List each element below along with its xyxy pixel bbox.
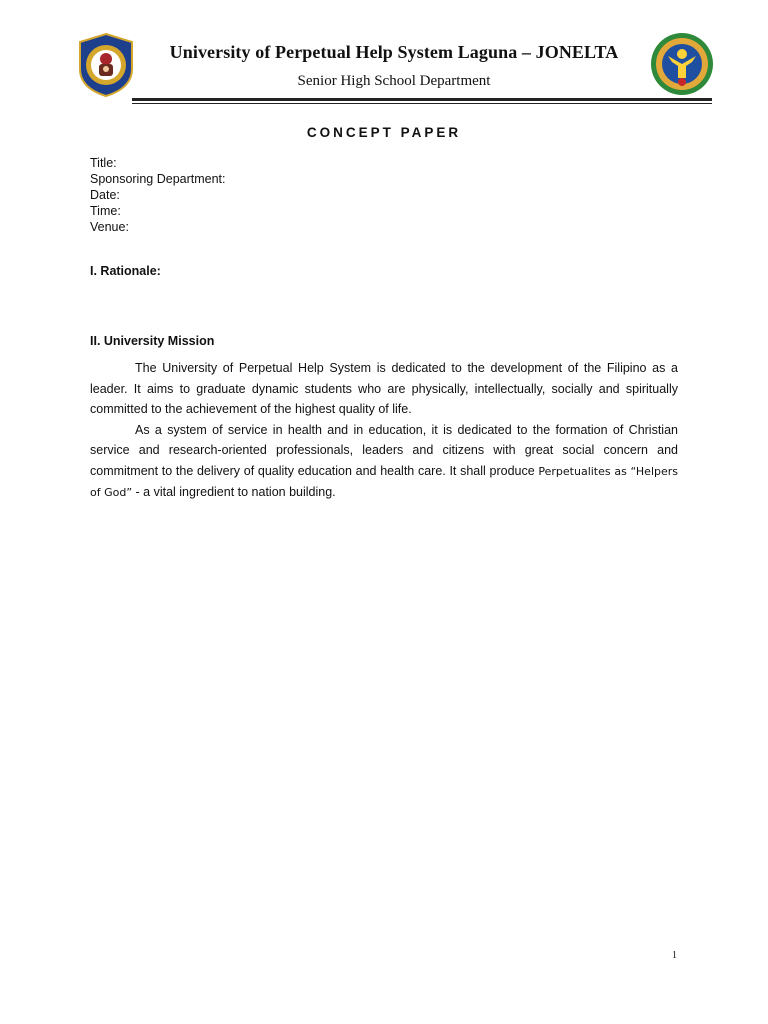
header-rule-thin <box>132 103 712 104</box>
section-mission-heading: II. University Mission <box>90 334 215 348</box>
header-rule-thick <box>132 98 712 101</box>
document-fields <box>90 155 226 235</box>
section-rationale-heading: I. Rationale: <box>90 264 161 278</box>
field-title: Title: <box>90 156 117 170</box>
page-number: 1 <box>672 950 677 961</box>
mission-paragraph-2-quote: Perpetualites as “Helpers of God” <box>90 464 679 499</box>
page-header <box>76 30 712 102</box>
document-title: CONCEPT PAPER <box>306 125 462 140</box>
mission-paragraph-2-end: - a vital ingredient to nation building. <box>132 485 336 499</box>
field-sponsoring-department: Sponsoring Department: <box>90 172 226 186</box>
mission-paragraph-1: The University of Perpetual Help System is dedicated to the development of the Filipino as a leader. It aims to graduate dynamic students who are physically, intellectually, socially and spiritually committed to the achievement of the highest quality of life. <box>90 361 678 416</box>
mission-body <box>90 358 678 504</box>
field-venue: Venue: <box>90 220 129 234</box>
field-date: Date: <box>90 188 120 202</box>
department-name: Senior High School Department <box>297 73 491 89</box>
university-name: University of Perpetual Help System Laguna – JONELTA <box>169 42 619 62</box>
mission-paragraph-2-start: As a system of service in health and in education, it is dedicated to the formation of Christian service and research-oriented professionals, leaders and citizens with great social concern and commitment to the delivery of quality education and health care. It shall produce <box>90 422 678 478</box>
senior-high-school-logo <box>650 32 714 96</box>
field-time: Time: <box>90 204 121 218</box>
mission-paragraph-2 <box>90 420 678 504</box>
